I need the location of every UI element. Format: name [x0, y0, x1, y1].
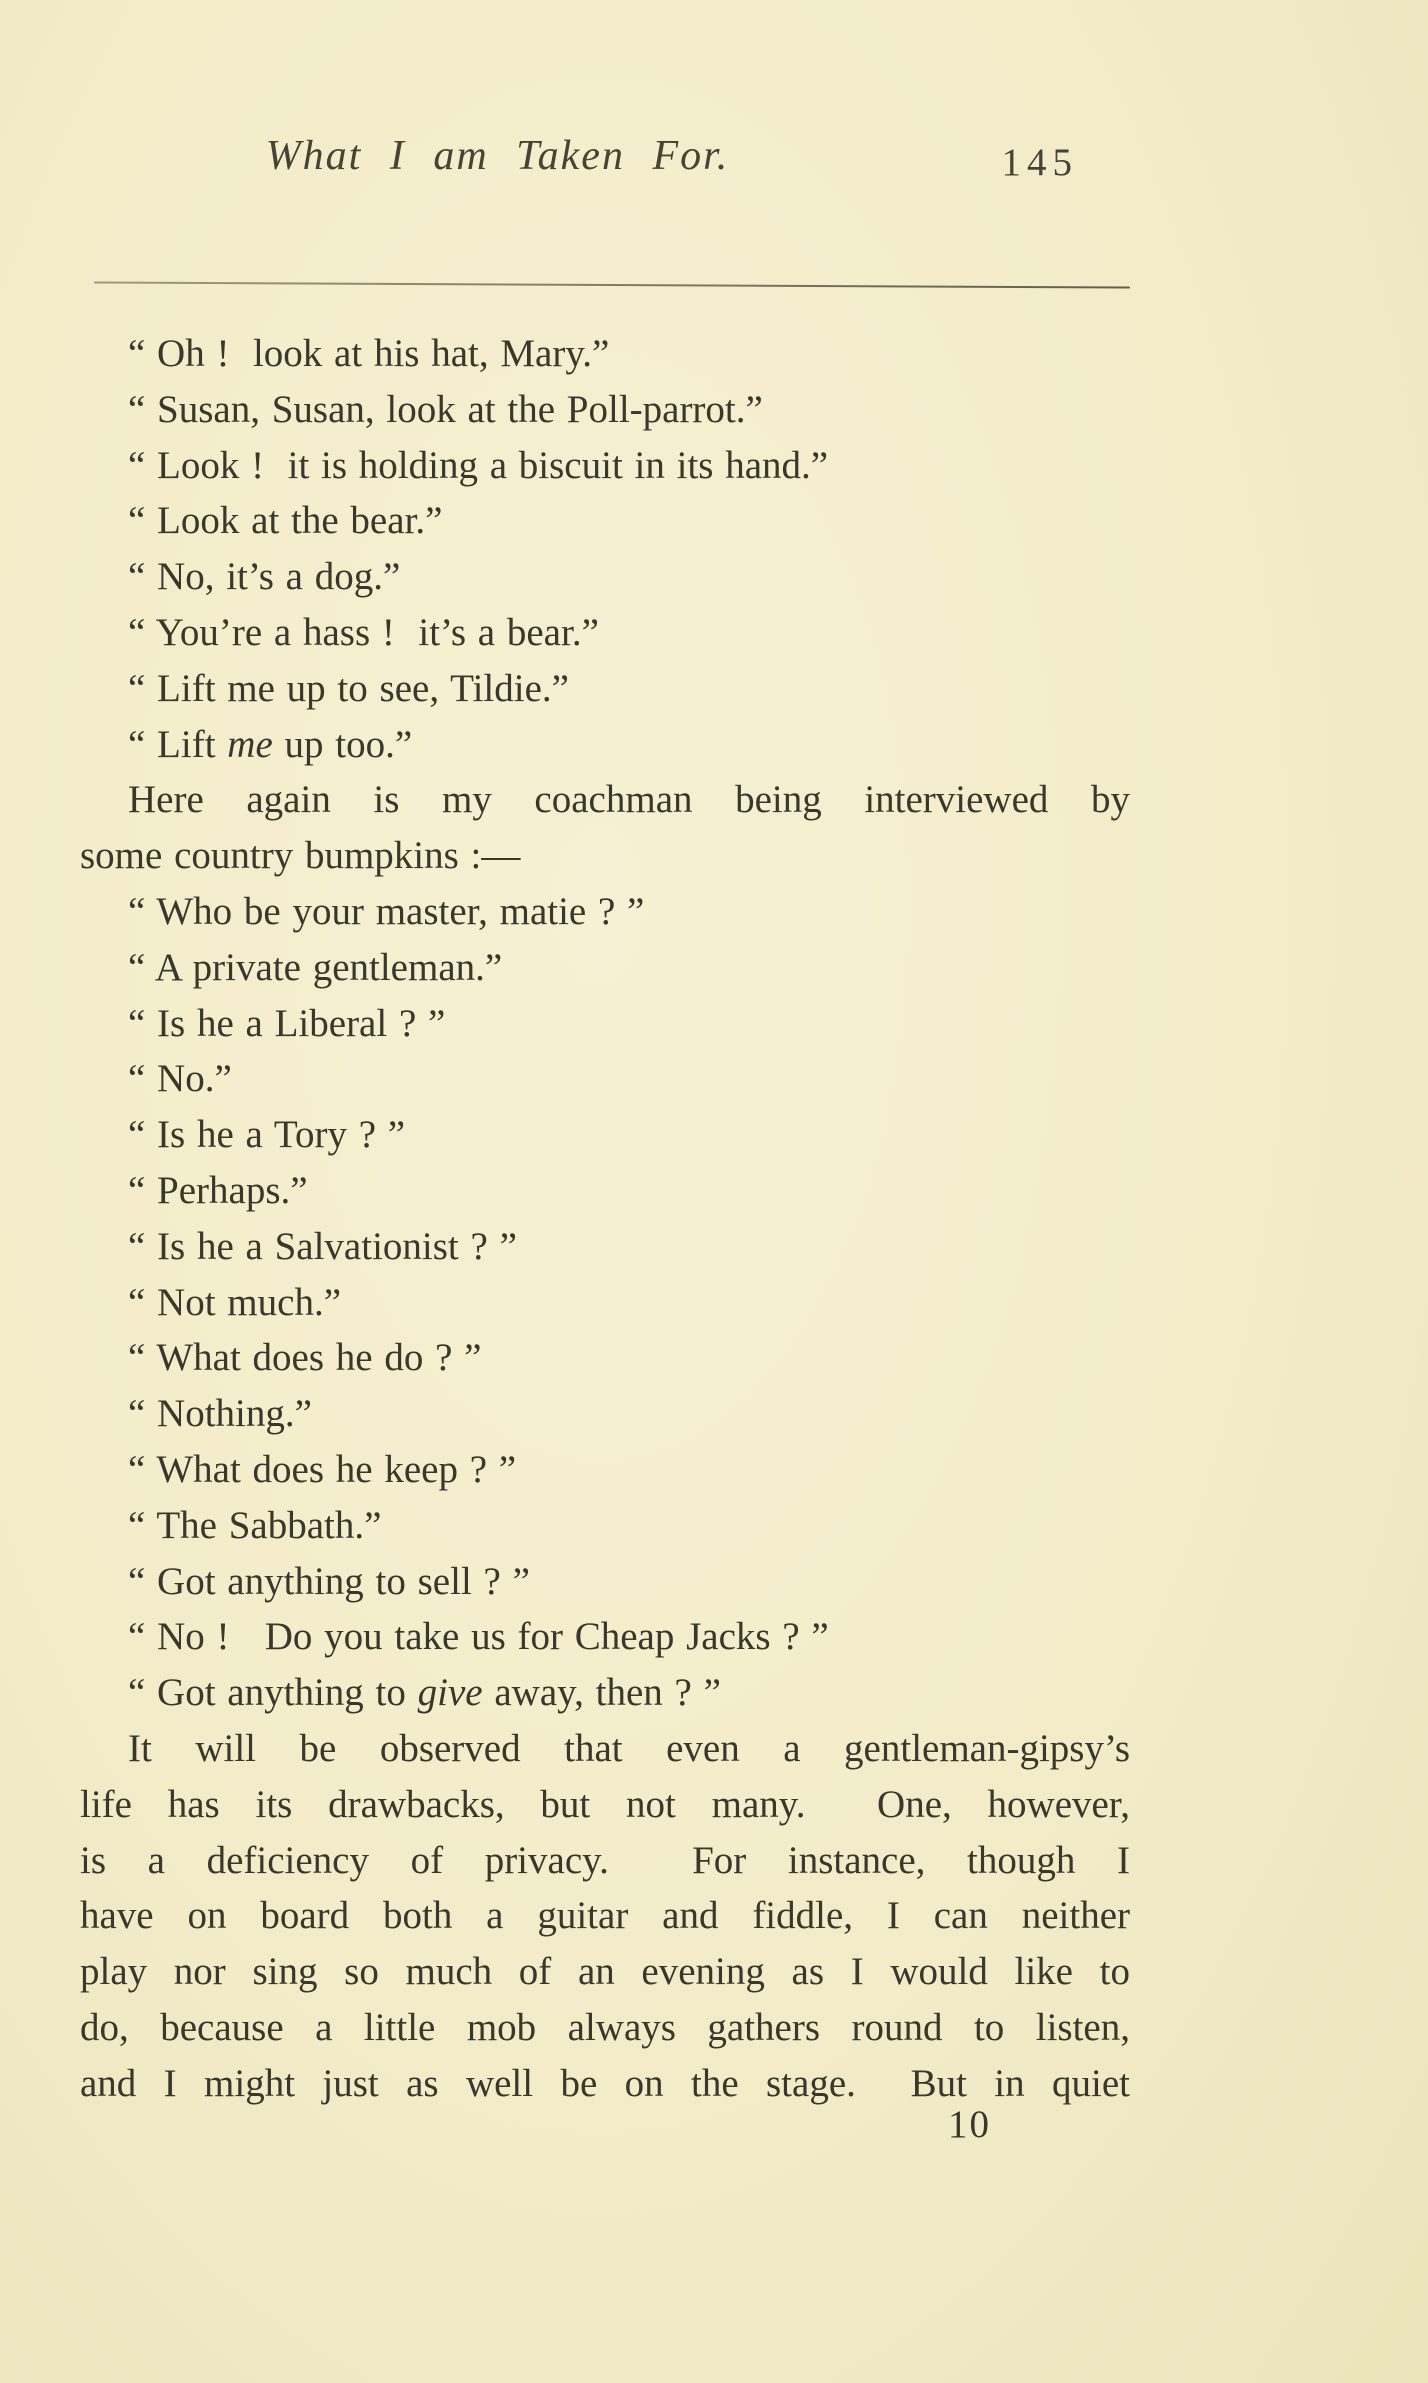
text-run: Here again is my coachman being interviewed by — [128, 778, 1130, 822]
text-line — [80, 382, 1130, 438]
text-line — [80, 772, 1130, 828]
text-line — [80, 1777, 1130, 1833]
signature-mark: 10 — [948, 2103, 991, 2146]
text-run: do, because a little mob always gathers round to listen, — [80, 2005, 1130, 2049]
text-line — [80, 1665, 1130, 1721]
text-line — [80, 1721, 1130, 1777]
text-run: is a deficiency of privacy. For instance, though I — [80, 1838, 1130, 1882]
text-run: “ No ! Do you take us for Cheap Jacks ? ” — [128, 1615, 829, 1659]
text-run: “ What does he do ? ” — [128, 1336, 482, 1380]
italic-word: give — [417, 1671, 483, 1715]
text-run: “ Got anything to — [128, 1671, 418, 1715]
text-run: “ Look ! it is holding a biscuit in its hand.” — [128, 443, 829, 487]
text-run: and I might just as well be on the stage. But in quiet — [80, 2061, 1130, 2105]
chapter-title: What I am Taken For. — [265, 133, 730, 179]
text-line — [80, 996, 1130, 1052]
text-run: “ Look at the bear.” — [128, 499, 443, 543]
text-run: some country bumpkins :— — [80, 834, 521, 878]
text-run: “ Is he a Liberal ? ” — [128, 1001, 446, 1045]
text-line — [80, 1554, 1130, 1610]
text-line — [80, 1888, 1130, 1944]
text-line — [80, 1219, 1130, 1275]
text-run: play nor sing so much of an evening as I would like to — [80, 1950, 1130, 1994]
text-line — [80, 438, 1130, 494]
text-line — [80, 1609, 1130, 1665]
text-run: “ Who be your master, matie ? ” — [128, 889, 645, 933]
text-line — [80, 661, 1130, 717]
text-run: “ Perhaps.” — [128, 1168, 308, 1212]
text-line — [80, 1498, 1130, 1554]
text-run: life has its drawbacks, but not many. One, however, — [80, 1782, 1130, 1826]
running-header — [80, 132, 1130, 192]
text-run: It will be observed that even a gentleman-gipsy’s — [128, 1726, 1130, 1770]
text-line — [80, 1833, 1130, 1889]
text-line — [80, 1107, 1130, 1163]
text-line — [80, 1386, 1130, 1442]
text-run: “ Is he a Salvationist ? ” — [128, 1224, 517, 1268]
text-line — [80, 2000, 1130, 2056]
text-run: “ No.” — [128, 1057, 232, 1101]
page-number: 145 — [1001, 141, 1078, 184]
text-run: away, then ? ” — [482, 1671, 721, 1715]
text-line — [80, 605, 1130, 661]
text-line — [80, 1163, 1130, 1219]
text-run: “ Lift me up to see, Tildie.” — [128, 666, 569, 710]
text-line — [80, 884, 1130, 940]
header-rule — [94, 281, 1130, 288]
text-line — [80, 549, 1130, 605]
text-run: “ What does he keep ? ” — [128, 1447, 517, 1491]
text-line — [80, 1051, 1130, 1107]
text-run: “ A private gentleman.” — [128, 945, 503, 989]
text-line — [80, 1944, 1130, 2000]
text-run: “ Got anything to sell ? ” — [128, 1559, 530, 1603]
italic-word: me — [227, 722, 273, 766]
text-line — [80, 1442, 1130, 1498]
text-line — [80, 717, 1130, 773]
text-line — [80, 1330, 1130, 1386]
text-line — [80, 940, 1130, 996]
text-line — [80, 493, 1130, 549]
text-run: “ You’re a hass ! it’s a bear.” — [128, 610, 599, 654]
text-run: “ Is he a Tory ? ” — [128, 1113, 406, 1157]
text-run: “ No, it’s a dog.” — [128, 555, 401, 599]
text-run: have on board both a guitar and fiddle, I can neither — [80, 1894, 1130, 1938]
text-run: “ Nothing.” — [128, 1392, 312, 1436]
text-run: “ Lift — [128, 722, 228, 766]
text-run: up too.” — [272, 722, 413, 766]
text-run: “ Not much.” — [128, 1280, 342, 1324]
text-run: “ Oh ! look at his hat, Mary.” — [128, 332, 610, 375]
text-run: “ Susan, Susan, look at the Poll-parrot.” — [128, 387, 763, 431]
text-line — [80, 326, 1130, 382]
page-body — [80, 326, 1130, 2112]
text-line — [80, 828, 1130, 884]
text-line — [80, 1275, 1130, 1331]
text-run: “ The Sabbath.” — [128, 1503, 382, 1547]
